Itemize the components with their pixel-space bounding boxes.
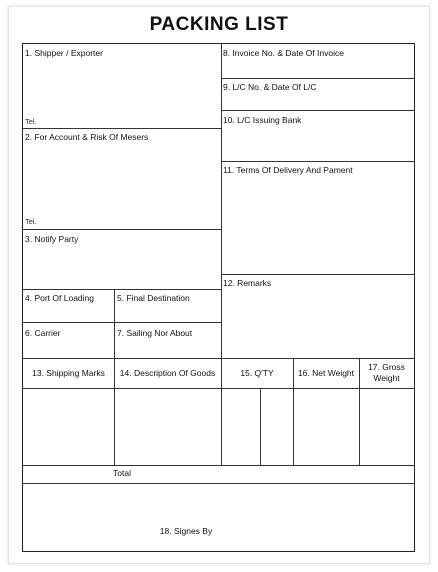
sailing-label: 7. Sailing Nor About (117, 328, 193, 338)
terms-label: 11. Terms Of Delivery And Pament (223, 165, 353, 175)
notify-party-label: 3. Notify Party (25, 234, 79, 244)
lc-label: 9. L/C No. & Date Of L/C (223, 82, 317, 92)
divider (260, 388, 261, 465)
divider (23, 483, 414, 484)
shipper-tel-label: Tel. (25, 117, 37, 126)
divider (114, 289, 115, 358)
packing-list-form (22, 43, 415, 552)
shipping-marks-header: 13. Shipping Marks (32, 367, 105, 378)
divider (23, 465, 414, 466)
divider (221, 274, 414, 275)
quantity-header: 15. Q'TY (240, 367, 274, 378)
account-label: 2. For Account & Risk Of Mesers (25, 132, 149, 142)
gross-weight-header: 17. Gross Weight (368, 362, 405, 383)
divider (221, 44, 222, 465)
description-header: 14. Description Of Goods (119, 367, 216, 378)
page-title: PACKING LIST (149, 14, 289, 35)
account-tel-label: Tel. (25, 217, 37, 226)
lc-bank-label: 10. L/C Issuing Bank (223, 115, 302, 125)
invoice-label: 8. Invoice No. & Date Of Invoice (223, 48, 344, 58)
shipper-label: 1. Shipper / Exporter (25, 48, 103, 58)
port-of-loading-label: 4. Port Of Loading (25, 293, 94, 303)
net-weight-header: 16. Net Weight (297, 367, 355, 378)
divider (221, 78, 414, 79)
divider (23, 322, 221, 323)
carrier-label: 6. Carrier (25, 328, 61, 338)
divider (23, 388, 414, 389)
divider (221, 161, 414, 162)
remarks-label: 12. Remarks (223, 278, 272, 288)
signature-label: 18. Signes By (159, 526, 213, 536)
divider (23, 289, 221, 290)
divider (23, 229, 221, 230)
divider (221, 110, 414, 111)
total-label: Total (113, 468, 131, 478)
final-destination-label: 5. Final Destination (117, 293, 190, 303)
divider (23, 128, 221, 129)
